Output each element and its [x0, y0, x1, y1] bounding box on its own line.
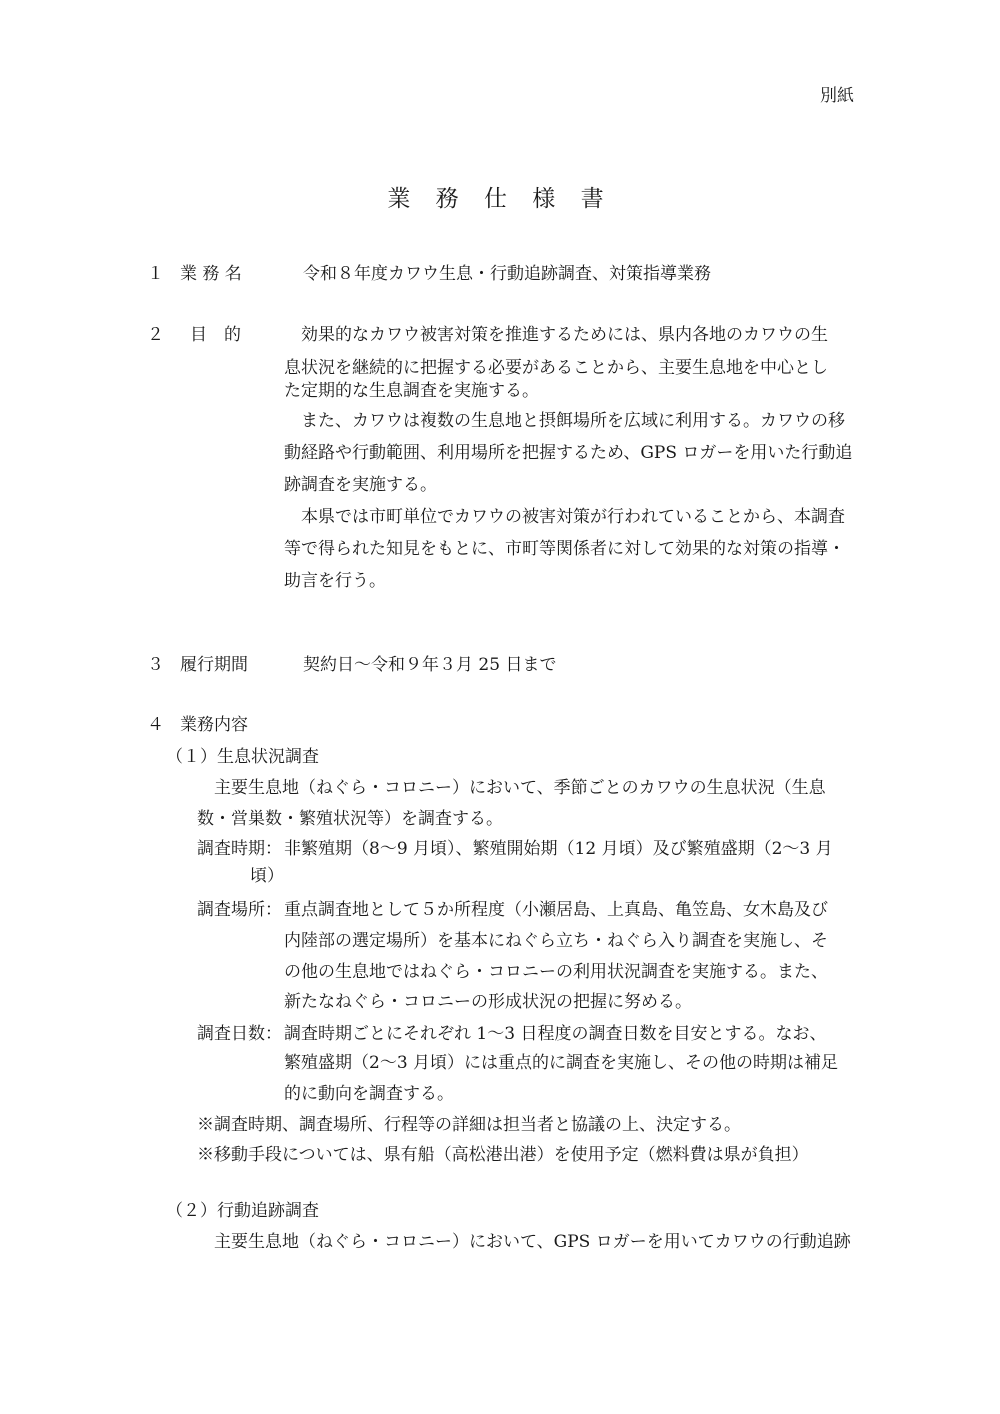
body-line: 繁殖盛期（2～3 月頃）には重点的に調査を実施し、その他の時期は補足	[284, 1053, 839, 1073]
section-number: １	[147, 264, 164, 284]
body-line: 跡調査を実施する。	[284, 475, 437, 495]
body-line: た定期的な生息調査を実施する。	[284, 381, 539, 401]
body-line: 調査時期ごとにそれぞれ 1～3 日程度の調査日数を目安とする。なお、	[284, 1024, 827, 1044]
body-line: 的に動向を調査する。	[284, 1084, 454, 1104]
field-label-period: 調査時期：	[197, 839, 282, 859]
body-line: 主要生息地（ねぐら・コロニー）において、GPS ロガーを用いてカワウの行動追跡	[214, 1232, 851, 1252]
section-label: 業 務 名	[180, 264, 242, 284]
body-line: 主要生息地（ねぐら・コロニー）において、季節ごとのカワウの生息状況（生息	[214, 778, 826, 798]
subsection-heading: （２）行動追跡調査	[166, 1201, 319, 1221]
body-line: 頃）	[250, 866, 284, 886]
field-label-place: 調査場所：	[197, 900, 282, 920]
body-line: 効果的なカワウ被害対策を推進するためには、県内各地のカワウの生	[284, 325, 828, 345]
section-number: ４	[147, 715, 164, 735]
body-line: 本県では市町単位でカワウの被害対策が行われていることから、本調査	[284, 507, 845, 527]
body-line: 重点調査地として５か所程度（小瀬居島、上真島、亀笠島、女木島及び	[284, 900, 828, 920]
section-number: ３	[147, 655, 164, 675]
body-line: の他の生息地ではねぐら・コロニーの利用状況調査を実施する。また、	[284, 962, 828, 982]
body-line: 数・営巣数・繁殖状況等）を調査する。	[197, 809, 503, 829]
section-label: 履行期間	[180, 655, 248, 675]
section-label: 業務内容	[180, 715, 248, 735]
field-label-days: 調査日数：	[197, 1024, 282, 1044]
body-line: 息状況を継続的に把握する必要があることから、主要生息地を中心とし	[284, 358, 828, 378]
section-number: ２	[147, 325, 164, 345]
attachment-label: 別紙	[820, 86, 854, 106]
body-line: 助言を行う。	[284, 571, 386, 591]
section-text: 令和８年度カワウ生息・行動追跡調査、対策指導業務	[303, 264, 711, 284]
body-line: また、カワウは複数の生息地と摂餌場所を広域に利用する。カワウの移	[284, 411, 845, 431]
section-text: 契約日～令和９年３月 25 日まで	[303, 655, 557, 675]
body-line: 動経路や行動範囲、利用場所を把握するため、GPS ロガーを用いた行動追	[284, 443, 853, 463]
body-line: 内陸部の選定場所）を基本にねぐら立ち・ねぐら入り調査を実施し、そ	[284, 931, 828, 951]
body-line: 等で得られた知見をもとに、市町等関係者に対して効果的な対策の指導・	[284, 539, 845, 559]
body-line: 非繁殖期（8～9 月頃）、繁殖開始期（12 月頃）及び繁殖盛期（2～3 月	[284, 839, 833, 859]
note-line: ※移動手段については、県有船（高松港出港）を使用予定（燃料費は県が負担）	[197, 1145, 809, 1165]
section-label: 目 的	[190, 325, 241, 345]
subsection-heading: （１）生息状況調査	[166, 747, 319, 767]
document-title: 業 務 仕 様 書	[387, 186, 613, 212]
note-line: ※調査時期、調査場所、行程等の詳細は担当者と協議の上、決定する。	[197, 1115, 741, 1135]
body-line: 新たなねぐら・コロニーの形成状況の把握に努める。	[284, 992, 692, 1012]
